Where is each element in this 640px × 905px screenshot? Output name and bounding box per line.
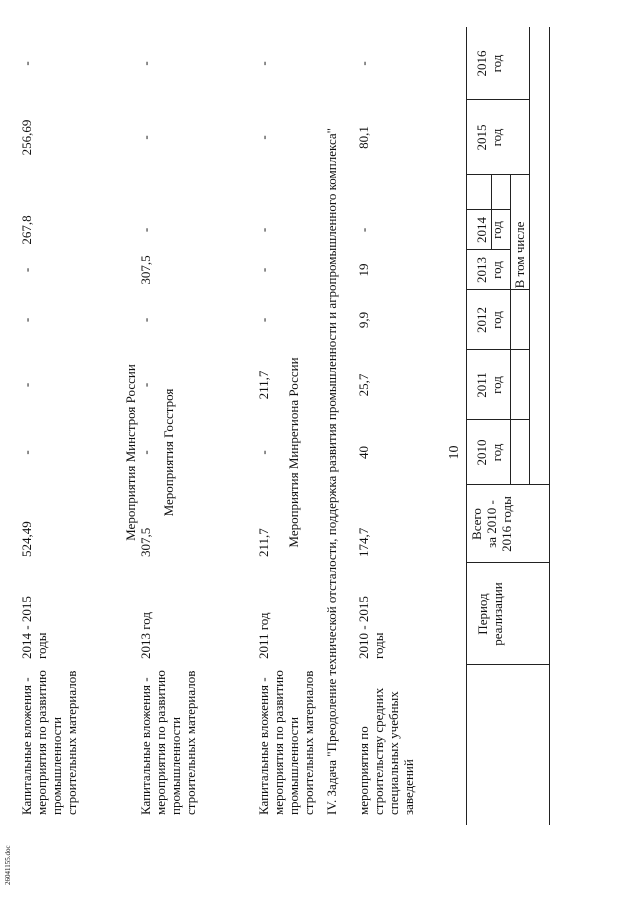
row1-value-2010: 40 — [356, 446, 371, 459]
section3-value-2014: 267,8 — [19, 215, 34, 245]
section2-value-2013: 307,5 — [138, 255, 153, 285]
section1-value-2013: - — [256, 267, 271, 273]
header-year-2013: 2013 год — [474, 257, 504, 283]
including-rule — [529, 27, 530, 485]
section3-value-2011: - — [19, 382, 34, 388]
header-including: В том числе — [512, 221, 527, 289]
section1-total: 211,7 — [256, 528, 271, 557]
section2-period: 2013 год — [138, 612, 153, 659]
row1-period: 2010 - 2015 годы — [356, 596, 386, 659]
section3-name: Капитальные вложения - мероприятия по развитию промышленности строительных материалов — [19, 670, 79, 815]
section1-value-2016: - — [256, 61, 271, 66]
section1-title: Мероприятия Минрегиона России — [286, 357, 301, 548]
row1-value-2011: 25,7 — [356, 373, 371, 397]
section1-value-2010: - — [256, 450, 271, 455]
section2-value-2014: - — [138, 227, 153, 233]
header-total: Всего за 2010 - 2016 годы — [469, 496, 514, 552]
section1-value-2011: 211,7 — [256, 370, 271, 400]
section1-value-2012: - — [256, 317, 271, 323]
section2-name: Капитальные вложения - мероприятия по развитию промышленности строительных материалов — [138, 670, 198, 815]
section1-value-2015: - — [256, 135, 271, 140]
section3-value-2010: - — [19, 450, 34, 455]
section3-title: Мероприятия Минстроя России — [123, 364, 138, 541]
row1-value-2012: 9,9 — [356, 311, 371, 329]
header-period: Период реализации — [475, 582, 505, 646]
row1-value-2015: 80,1 — [356, 126, 371, 149]
section2-value-2016: - — [138, 61, 153, 66]
section1-period: 2011 год — [256, 612, 271, 659]
section1-name: Капитальные вложения - мероприятия по развитию промышленности строительных материалов — [256, 670, 316, 815]
task-heading: IV. Задача "Преодоление технической отсталости, поддержка развития промышленности и агропромышленного комплекса" — [324, 128, 339, 815]
section2-title: Мероприятия Госстроя — [161, 388, 176, 517]
section2-total: 307,5 — [138, 527, 153, 557]
header-year-2011: 2011 год — [474, 372, 504, 398]
section2-value-2010: - — [138, 450, 153, 455]
section1-value-2014: - — [256, 227, 271, 233]
footer-filename: 26041155.doc — [4, 845, 12, 885]
row1-value-2016: - — [356, 61, 371, 66]
section3-value-2013: - — [19, 267, 34, 273]
section3-value-2015: 256,69 — [19, 119, 34, 156]
row1-name: мероприятия по строительству средних специальных учебных заведений — [356, 687, 416, 815]
section2-value-2011: - — [138, 382, 153, 388]
row1-total: 174,7 — [356, 527, 371, 557]
section2-value-2012: - — [138, 317, 153, 323]
header-year-2012: 2012 год — [474, 307, 504, 333]
row1-value-2014: - — [356, 227, 371, 233]
header-year-2016: 2016 год — [474, 50, 504, 77]
section2-value-2015: - — [138, 135, 153, 140]
section3-period: 2014 - 2015 годы — [19, 596, 49, 659]
section3-total: 524,49 — [19, 521, 34, 557]
table-header-bottom-rule — [466, 27, 467, 825]
row1-value-2013: 19 — [356, 263, 371, 277]
header-year-2010: 2010 год — [474, 439, 504, 466]
page-number: 10 — [447, 445, 462, 460]
years-2010-2014-rule — [510, 175, 511, 485]
section3-value-2016: - — [19, 61, 34, 66]
header-year-2015: 2015 год — [474, 124, 504, 151]
table-top-rule — [549, 27, 550, 825]
header-year-2014: 2014 год — [474, 217, 504, 243]
section3-value-2012: - — [19, 317, 34, 323]
